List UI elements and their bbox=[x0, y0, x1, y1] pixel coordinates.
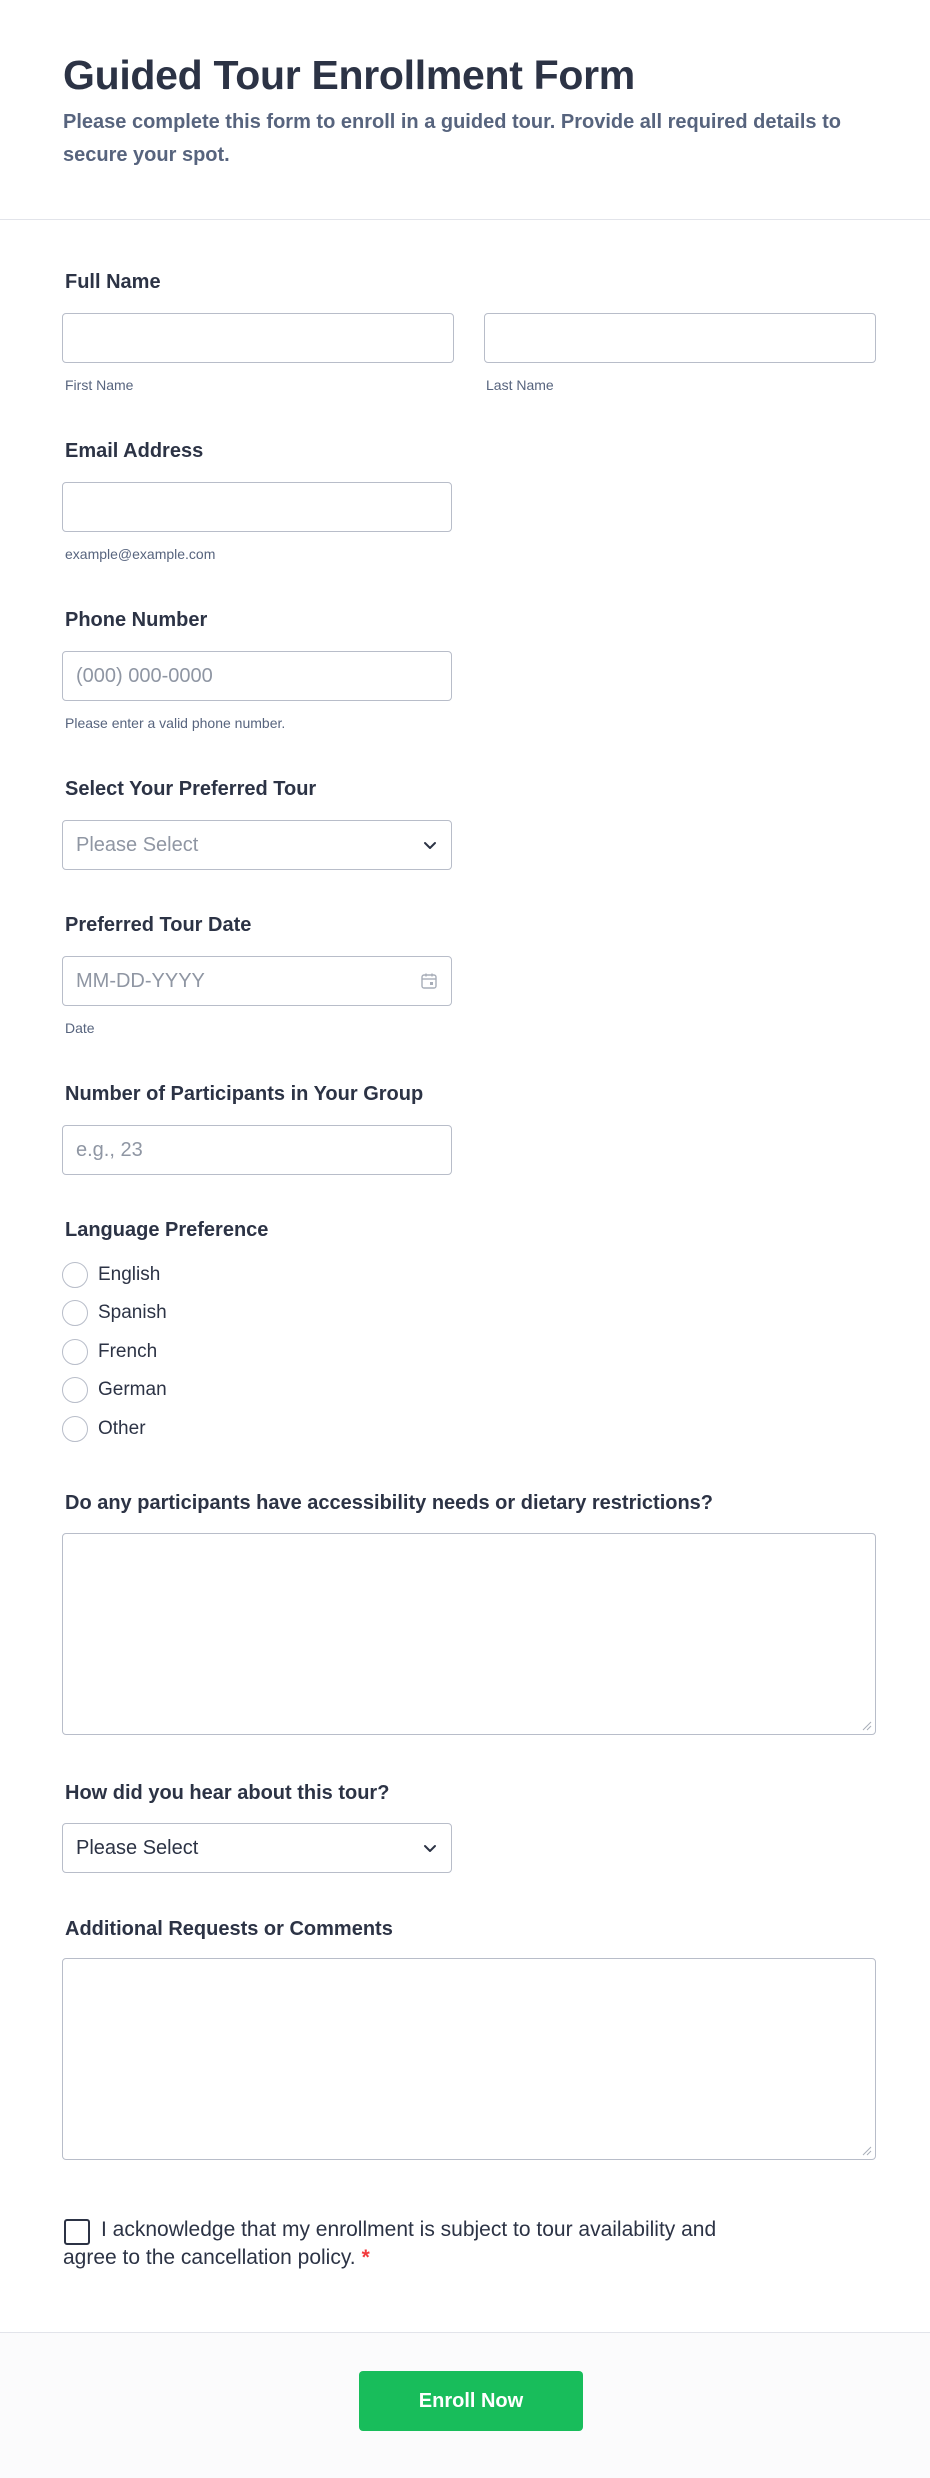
comments-textarea[interactable] bbox=[62, 1958, 876, 2160]
language-option-spanish[interactable] bbox=[62, 1298, 167, 1328]
radio-label: German bbox=[98, 1379, 167, 1400]
acknowledge-label: I acknowledge that my enrollment is subject to tour availability and agree to the cancellation policy. bbox=[63, 2218, 717, 2269]
chevron-down-icon bbox=[421, 1839, 439, 1857]
tour-select-value: Please Select bbox=[76, 833, 199, 856]
language-option-french[interactable] bbox=[62, 1337, 157, 1367]
form-header bbox=[0, 0, 930, 220]
resize-handle-icon[interactable] bbox=[862, 2146, 872, 2156]
radio-button[interactable] bbox=[62, 1262, 88, 1288]
first-name-sublabel: First Name bbox=[65, 377, 134, 393]
radio-button[interactable] bbox=[62, 1300, 88, 1326]
date-input[interactable] bbox=[62, 956, 452, 1006]
email-field[interactable] bbox=[62, 482, 452, 532]
participants-label: Number of Participants in Your Group bbox=[65, 1083, 424, 1105]
language-option-german[interactable] bbox=[62, 1375, 167, 1405]
radio-button[interactable] bbox=[62, 1416, 88, 1442]
date-field bbox=[62, 956, 452, 1006]
date-sublabel: Date bbox=[65, 1020, 95, 1036]
email-label: Email Address bbox=[65, 440, 204, 462]
language-option-english[interactable] bbox=[62, 1260, 160, 1290]
page-subtitle: Please complete this form to enroll in a guided tour. Provide all required details to secure your spot. bbox=[63, 111, 841, 166]
phone-input[interactable] bbox=[62, 651, 452, 701]
acknowledge-text bbox=[63, 2216, 763, 2272]
last-name-sublabel: Last Name bbox=[486, 377, 554, 393]
accessibility-label: Do any participants have accessibility needs or dietary restrictions? bbox=[65, 1492, 714, 1514]
phone-label: Phone Number bbox=[65, 609, 208, 631]
participants-input[interactable] bbox=[62, 1125, 452, 1175]
radio-button[interactable] bbox=[62, 1377, 88, 1403]
email-sublabel: example@example.com bbox=[65, 546, 216, 562]
tour-label: Select Your Preferred Tour bbox=[65, 778, 317, 800]
radio-button[interactable] bbox=[62, 1339, 88, 1365]
radio-label: Spanish bbox=[98, 1302, 167, 1323]
enroll-now-button[interactable]: Enroll Now bbox=[359, 2371, 583, 2431]
phone-sublabel: Please enter a valid phone number. bbox=[65, 715, 286, 731]
language-label: Language Preference bbox=[65, 1219, 269, 1241]
comments-label: Additional Requests or Comments bbox=[65, 1918, 393, 1940]
radio-label: Other bbox=[98, 1418, 146, 1439]
language-option-other[interactable] bbox=[62, 1414, 146, 1444]
date-label: Preferred Tour Date bbox=[65, 914, 252, 936]
resize-handle-icon[interactable] bbox=[862, 1721, 872, 1731]
last-name-input[interactable] bbox=[484, 313, 876, 363]
first-name-input[interactable] bbox=[62, 313, 454, 363]
referral-select[interactable] bbox=[62, 1823, 452, 1873]
radio-label: French bbox=[98, 1341, 158, 1362]
accessibility-textarea[interactable] bbox=[62, 1533, 876, 1735]
tour-select[interactable] bbox=[62, 820, 452, 870]
referral-label: How did you hear about this tour? bbox=[65, 1782, 390, 1804]
full-name-label: Full Name bbox=[65, 271, 161, 293]
chevron-down-icon bbox=[421, 836, 439, 854]
referral-select-value: Please Select bbox=[76, 1836, 199, 1859]
required-asterisk: * bbox=[361, 2246, 370, 2269]
page-title: Guided Tour Enrollment Form bbox=[63, 52, 635, 98]
calendar-icon[interactable] bbox=[420, 972, 438, 990]
radio-label: English bbox=[98, 1264, 161, 1285]
